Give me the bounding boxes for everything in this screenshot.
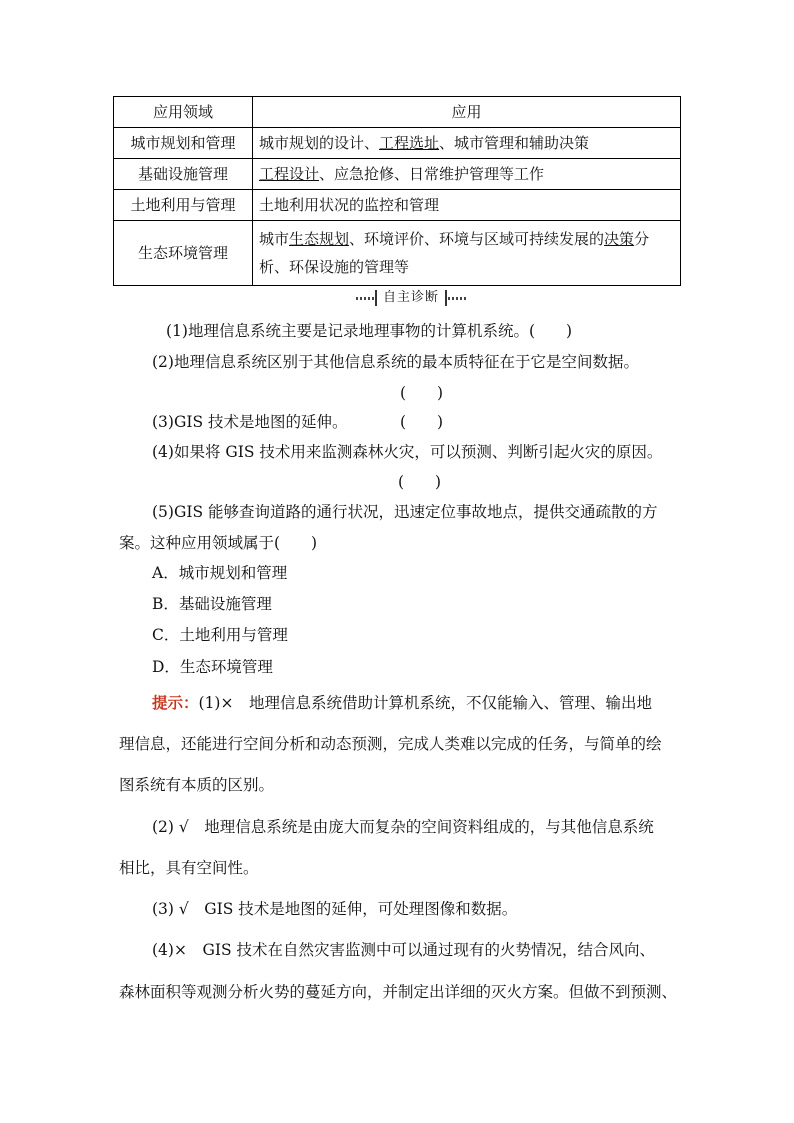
answer-1-line-3: 图系统有本质的区别。	[119, 776, 275, 794]
question-1: (1)地理信息系统主要是记录地理事物的计算机系统。( )	[166, 322, 573, 340]
table-row	[114, 128, 681, 159]
question-4: (4)如果将 GIS 技术用来监测森林火灾，可以预测、判断引起火灾的原因。	[152, 443, 663, 461]
question-2: (2)地理信息系统区别于其他信息系统的最本质特征在于它是空间数据。	[152, 353, 639, 371]
section-banner	[356, 289, 466, 307]
table-row	[114, 221, 681, 286]
app-text: 、环境评价、环境与区域可持续发展的	[349, 230, 605, 248]
answer-3: (3) √ GIS 技术是地图的延伸，可处理图像和数据。	[152, 900, 518, 918]
answer-4: (4)× GIS 技术在自然灾害监测中可以通过现有的火势情况，结合风向、	[152, 941, 655, 959]
row-application	[253, 128, 681, 159]
header-field: 应用领域	[114, 97, 253, 128]
row-field: 城市规划和管理	[114, 128, 253, 159]
app-text-underlined: 生态规划	[289, 230, 350, 248]
app-text-underlined: 工程选址	[379, 134, 440, 152]
application-table	[113, 96, 681, 286]
answer-2: (2) √ 地理信息系统是由庞大而复杂的空间资料组成的，与其他信息系统	[152, 818, 654, 836]
option-d: D．生态环境管理	[152, 658, 273, 676]
app-text: 城市规划的设计、	[259, 134, 380, 152]
question-2-blank: ( )	[400, 384, 444, 402]
option-a: A．城市规划和管理	[152, 564, 288, 582]
question-5-cont: 案。这种应用领域属于( )	[119, 534, 318, 552]
tip-label: 提示：	[152, 694, 199, 712]
app-text: 土地利用状况的监控和管理	[259, 196, 440, 214]
banner-label: 自主诊断	[375, 290, 447, 306]
answer-4-line-2: 森林面积等观测分析火势的蔓延方向，并制定出详细的灭火方案。但做不到预测、	[119, 983, 678, 1001]
question-3-blank: ( )	[400, 413, 444, 431]
app-text: 、城市管理和辅助决策	[439, 134, 590, 152]
question-4-blank: ( )	[398, 473, 442, 491]
app-text: 、应急抢修、日常维护管理等工作	[319, 165, 545, 183]
row-field: 基础设施管理	[114, 159, 253, 190]
table-header-row	[114, 97, 681, 128]
table-row	[114, 190, 681, 221]
row-application	[253, 159, 681, 190]
table-row	[114, 159, 681, 190]
row-application	[253, 190, 681, 221]
question-3: (3)GIS 技术是地图的延伸。	[152, 413, 348, 431]
header-application: 应用	[253, 97, 681, 128]
question-5: (5)GIS 能够查询道路的通行状况，迅速定位事故地点，提供交通疏散的方	[152, 503, 658, 521]
app-text: 城市	[259, 230, 290, 248]
option-b: B．基础设施管理	[152, 595, 272, 613]
app-text: 分析、环保设施的管理等	[259, 230, 650, 276]
row-field: 生态环境管理	[114, 221, 253, 286]
option-c: C．土地利用与管理	[152, 626, 288, 644]
answer-1	[152, 693, 652, 713]
app-text-underlined: 决策	[604, 230, 635, 248]
answer-1-text: (1)× 地理信息系统借助计算机系统，不仅能输入、管理、输出地	[198, 694, 652, 712]
answer-1-line-2: 理信息，还能进行空间分析和动态预测，完成人类难以完成的任务，与简单的绘	[119, 735, 662, 753]
row-field: 土地利用与管理	[114, 190, 253, 221]
answer-2-line-2: 相比，具有空间性。	[119, 859, 259, 877]
app-text-underlined: 工程设计	[259, 165, 320, 183]
row-application	[253, 221, 681, 286]
